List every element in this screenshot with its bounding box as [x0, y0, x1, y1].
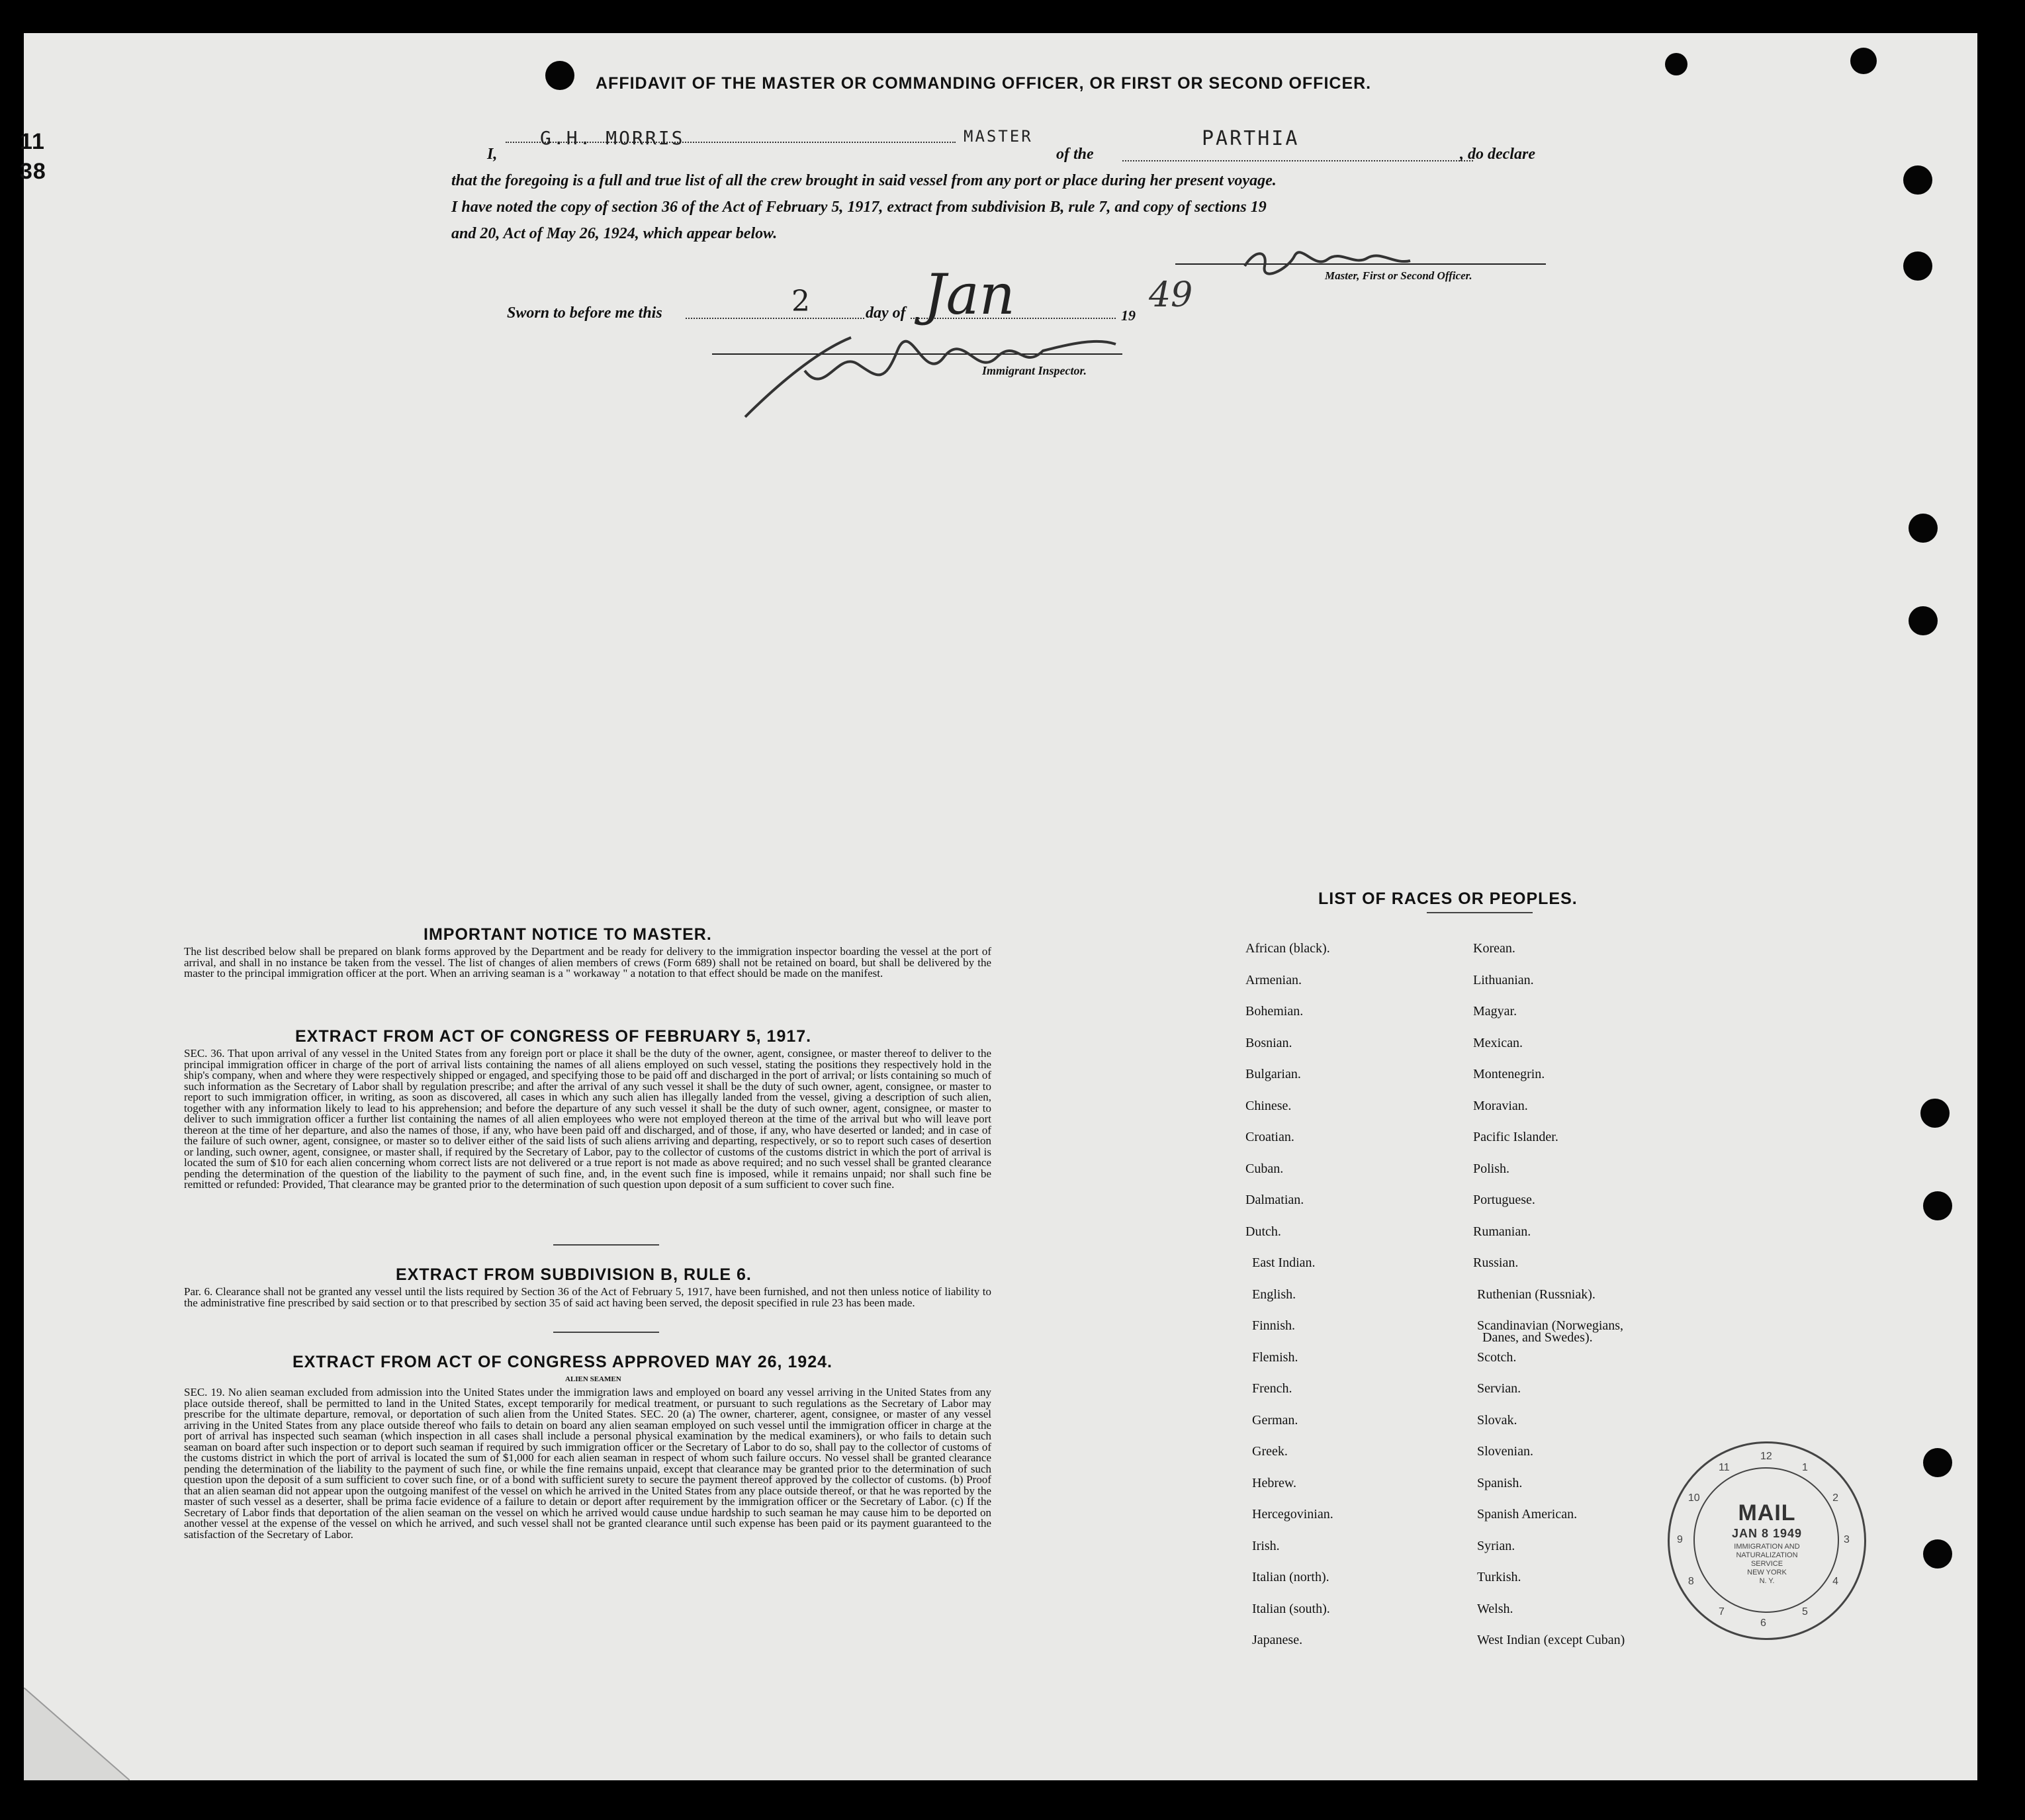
- stamp-line: NATURALIZATION: [1736, 1551, 1798, 1559]
- race-item: Japanese.: [1252, 1633, 1303, 1647]
- race-item: Italian (north).: [1252, 1570, 1329, 1584]
- stamp-hour: 2: [1832, 1492, 1839, 1504]
- race-item: Servian.: [1477, 1381, 1521, 1396]
- stamp-hour: 10: [1688, 1492, 1700, 1504]
- race-item: Mexican.: [1473, 1035, 1523, 1050]
- race-item: Croatian.: [1245, 1130, 1294, 1144]
- master-signature-label: Master, First or Second Officer.: [1325, 269, 1472, 282]
- subdivision-b-title: EXTRACT FROM SUBDIVISION B, RULE 6.: [396, 1265, 752, 1284]
- affidavit-line-3: I have noted the copy of section 36 of the Act of February 5, 1917, extract from subdivision B, rule 7, and copy of sections 19: [451, 199, 1267, 216]
- sworn-month: Jan: [924, 262, 1015, 327]
- master-name: G.H. MORRIS: [540, 127, 685, 149]
- affidavit-title: AFFIDAVIT OF THE MASTER OR COMMANDING OFFICER, OR FIRST OR SECOND OFFICER.: [596, 74, 1372, 93]
- margin-mark-top: 11: [20, 129, 45, 154]
- punch-hole: [1923, 1191, 1952, 1220]
- punch-hole: [1665, 53, 1688, 75]
- stamp-hour: 11: [1719, 1461, 1730, 1473]
- stamp-line: NEW YORK: [1747, 1569, 1787, 1576]
- race-item: Scandinavian (Norwegians,: [1477, 1318, 1624, 1333]
- sworn-day: 2: [791, 285, 812, 318]
- race-item: Bosnian.: [1245, 1035, 1292, 1050]
- race-item: Danes, and Swedes).: [1482, 1330, 1593, 1345]
- stamp-line: SERVICE: [1750, 1560, 1783, 1568]
- stamp-date: JAN 8 1949: [1731, 1527, 1803, 1540]
- race-item: Slovak.: [1477, 1412, 1517, 1428]
- race-item: African (black).: [1245, 941, 1330, 956]
- day-of-label: day of: [866, 304, 906, 322]
- race-item: Turkish.: [1477, 1570, 1521, 1584]
- inspector-label: Immigrant Inspector.: [982, 364, 1087, 377]
- mail-stamp: [1668, 1441, 1866, 1640]
- stamp-hour: 6: [1760, 1617, 1766, 1629]
- punch-hole: [1903, 251, 1932, 281]
- punch-hole: [1850, 48, 1877, 74]
- notice-title: IMPORTANT NOTICE TO MASTER.: [424, 925, 712, 944]
- extract-1917-title: EXTRACT FROM ACT OF CONGRESS OF FEBRUARY 5, 1917.: [295, 1027, 812, 1046]
- do-declare-label: , do declare: [1460, 146, 1535, 163]
- stamp-line: N. Y.: [1759, 1577, 1775, 1585]
- race-item: Ruthenian (Russniak).: [1477, 1287, 1596, 1302]
- punch-hole: [545, 61, 574, 90]
- divider: [553, 1244, 659, 1246]
- race-item: Irish.: [1252, 1538, 1280, 1553]
- race-item: French.: [1252, 1381, 1292, 1396]
- race-item: Dutch.: [1245, 1224, 1281, 1239]
- race-item: Polish.: [1473, 1161, 1510, 1176]
- stamp-line: IMMIGRATION AND: [1734, 1543, 1800, 1551]
- vessel-name: PARTHIA: [1202, 127, 1300, 150]
- race-item: Montenegrin.: [1473, 1067, 1545, 1081]
- race-item: Greek.: [1252, 1444, 1288, 1459]
- race-item: Italian (south).: [1252, 1601, 1330, 1616]
- race-item: Russian.: [1473, 1255, 1519, 1270]
- divider: [1427, 912, 1533, 913]
- extract-1924-subtitle: ALIEN SEAMEN: [565, 1375, 621, 1383]
- race-item: Finnish.: [1252, 1318, 1296, 1333]
- race-item: Portuguese.: [1473, 1193, 1535, 1207]
- race-item: Magyar.: [1473, 1004, 1517, 1019]
- margin-mark-bottom: 38: [20, 159, 46, 184]
- race-item: Hebrew.: [1252, 1475, 1297, 1490]
- race-item: Flemish.: [1252, 1349, 1298, 1365]
- race-item: Slovenian.: [1477, 1444, 1533, 1459]
- affidavit-line-4: and 20, Act of May 26, 1924, which appear below.: [451, 225, 778, 242]
- extract-1924-title: EXTRACT FROM ACT OF CONGRESS APPROVED MAY 26, 1924.: [292, 1353, 832, 1371]
- stamp-hour: 12: [1760, 1451, 1772, 1462]
- extract-1924-body: SEC. 19. No alien seaman excluded from admission into the United States under the immigration laws and employed on board any vessel arriving in the United States from any place outside thereof, shall be permitted to land in the United States, except temporarily for medical treatment, or pursuant to such regulations as the Secretary of Labor may prescribe for the ultimate departure, removal, or deportation of such alien from the United States. SEC. 20 (a) The owner, charterer, agent, consignee, or master of any vessel arriving in the United States from any place outside thereof who fails to detain on board any alien seaman employed on such vessel until the immigration officer in charge at the port of arrival has inspected such seaman (which inspection in all cases shall include a personal physical examination by the medical examiners), or who fails to detain such seaman on board after such inspection or to deport such seaman if required by such immigration officer or the Secretary of Labor to do so, shall pay to the collector of customs of the customs district in which the port of arrival is located the sum of $1,000 for each alien seaman in respect of whom such failure occurs. No vessel shall be granted clearance pending the determination of the liability to the payment of such fine, or while the fine remains unpaid, except that clearance may be granted prior to the determination of such question upon the deposit of a sum sufficient to cover such fine, or of a bond with sufficient surety to secure the payment thereof approved by the collector of customs. (b) Proof that an alien seaman did not appear upon the outgoing manifest of the vessel on which he arrived in the United States from any place outside thereof, or that he was reported by the master of such vessel as a deserter, shall be prima facie evidence of a failure to detain or deport after requirement by the immigration officer or the Secretary of Labor. (c) If the Secretary of Labor finds that deportation of the alien seaman on the vessel on which he arrived would cause undue hardship to such seaman he may cause him to be deported on another vessel at the expense of the vessel on which he arrived, and such vessel shall not be granted clearance until such expense has been paid or its payment guaranteed to the satisfaction of the Secretary of Labor.: [184, 1386, 991, 1541]
- stamp-hour: 7: [1719, 1606, 1725, 1618]
- race-item: Bulgarian.: [1245, 1067, 1301, 1081]
- races-title: LIST OF RACES OR PEOPLES.: [1318, 889, 1578, 908]
- subdivision-b-body: Par. 6. Clearance shall not be granted any vessel until the lists required by Section 36 of the Act of February 5, 1917, have been furnished, and not then unless notice of liability to the administrative fine prescribed by said section or to that prescribed by section 35 of said act having been served, the deposit specified in rule 23 has been made.: [184, 1285, 991, 1309]
- race-item: Syrian.: [1477, 1538, 1515, 1553]
- race-item: Rumanian.: [1473, 1224, 1531, 1239]
- stamp-word: MAIL: [1738, 1500, 1796, 1525]
- sworn-year: 49: [1149, 275, 1193, 315]
- race-item: Chinese.: [1245, 1098, 1292, 1113]
- extract-1917-body: SEC. 36. That upon arrival of any vessel in the United States from any foreign port or place it shall be the duty of the owner, agent, consignee, or master thereof to deliver to the principal immigration officer in charge of the port of arrival lists containing the names of all aliens employed on such vessel, stating the positions they respectively hold in the ship's company, when and where they were respectively shipped or engaged, and specifying those to be paid off and discharged in the port of arrival; or lists containing so much of such information as the Secretary of Labor shall by regulation prescribe; and after the arrival of any such vessel it shall be the duty of such owner, agent, consignee, or master to report to such immigration officer, in writing, as soon as discovered, all cases in which any such alien has illegally landed from the vessel, giving a description of such alien, together with any information likely to lead to his apprehension; and before the departure of any such vessel it shall be the duty of such owner, agent, consignee, or master to deliver to such immigration officer a further list containing the names of all alien employees who were not employed thereon at the time of the arrival but who will leave port thereon at the time of her departure, and also the names of those, if any, who have been paid off and discharged, and of those, if any, who have deserted or landed; and in case of the failure of such owner, agent, consignee, or master so to deliver either of the said lists of such aliens arriving and departing, respectively, or so to report such cases of desertion or landing, such owner, agent, consignee, or master shall, if required by the Secretary of Labor, pay to the collector of customs of the customs district in which the port of arrival is located the sum of $10 for each alien concerning whom correct lists are not delivered or a true report is not made as above required; and no such vessel shall be granted clearance pending the determination of the question of the liability to the payment of such fine, and, in the event such fine is imposed, while it remains unpaid; nor shall such fine be remitted or refunded: Provided, That clearance may be granted prior to the determination of such question upon deposit of a sum sufficient to cover such fine.: [184, 1047, 991, 1191]
- stamp-hour: 5: [1802, 1606, 1808, 1618]
- race-item: Lithuanian.: [1473, 972, 1534, 987]
- document-sheet: [20, 33, 1977, 1780]
- race-item: Spanish American.: [1477, 1507, 1578, 1522]
- race-item: Welsh.: [1477, 1601, 1513, 1616]
- punch-hole: [1920, 1099, 1950, 1128]
- race-item: Cuban.: [1245, 1161, 1284, 1176]
- punch-hole: [1909, 514, 1938, 543]
- punch-hole: [1923, 1448, 1952, 1477]
- race-item: Spanish.: [1477, 1475, 1523, 1490]
- affidavit-line-2: that the foregoing is a full and true list of all the crew brought in said vessel from any port or place during her present voyage.: [451, 172, 1277, 189]
- race-item: Dalmatian.: [1245, 1193, 1304, 1207]
- stamp-hour: 1: [1802, 1461, 1808, 1473]
- race-item: West Indian (except Cuban): [1477, 1633, 1625, 1647]
- race-item: German.: [1252, 1412, 1298, 1428]
- affidavit-i-label: I,: [487, 146, 498, 163]
- stamp-hour: 9: [1677, 1534, 1683, 1545]
- race-item: Hercegovinian.: [1252, 1507, 1333, 1522]
- folded-corner: [24, 1688, 130, 1780]
- race-item: Armenian.: [1245, 972, 1302, 987]
- race-item: East Indian.: [1252, 1255, 1316, 1270]
- stamp-hour: 4: [1832, 1576, 1839, 1587]
- master-rank: MASTER: [964, 127, 1033, 146]
- race-item: Moravian.: [1473, 1098, 1528, 1113]
- punch-hole: [1903, 165, 1932, 195]
- punch-hole: [1923, 1539, 1952, 1569]
- of-the-label: of the: [1056, 146, 1094, 163]
- race-item: Pacific Islander.: [1473, 1130, 1558, 1144]
- notice-body: The list described below shall be prepared on blank forms approved by the Department and be ready for delivery to the immigration inspector boarding the vessel at the port of arrival, and shall in no instance be taken from the vessel. The list of changes of alien members of crews (Form 689) shall not be retained on board, but shall be delivered by the master to the principal immigration officer at the port. When an arriving seaman is a " workaway " a notation to that effect should be made on the manifest.: [184, 945, 991, 979]
- race-item: Bohemian.: [1245, 1004, 1304, 1019]
- punch-hole: [1909, 606, 1938, 635]
- race-item: Korean.: [1473, 941, 1515, 956]
- stamp-hour: 3: [1844, 1534, 1850, 1545]
- divider: [553, 1332, 659, 1333]
- stamp-hour: 8: [1688, 1576, 1694, 1587]
- race-item: English.: [1252, 1287, 1296, 1302]
- sworn-label: Sworn to before me this: [507, 304, 662, 322]
- year-prefix: 19: [1121, 307, 1136, 324]
- race-item: Scotch.: [1477, 1349, 1517, 1365]
